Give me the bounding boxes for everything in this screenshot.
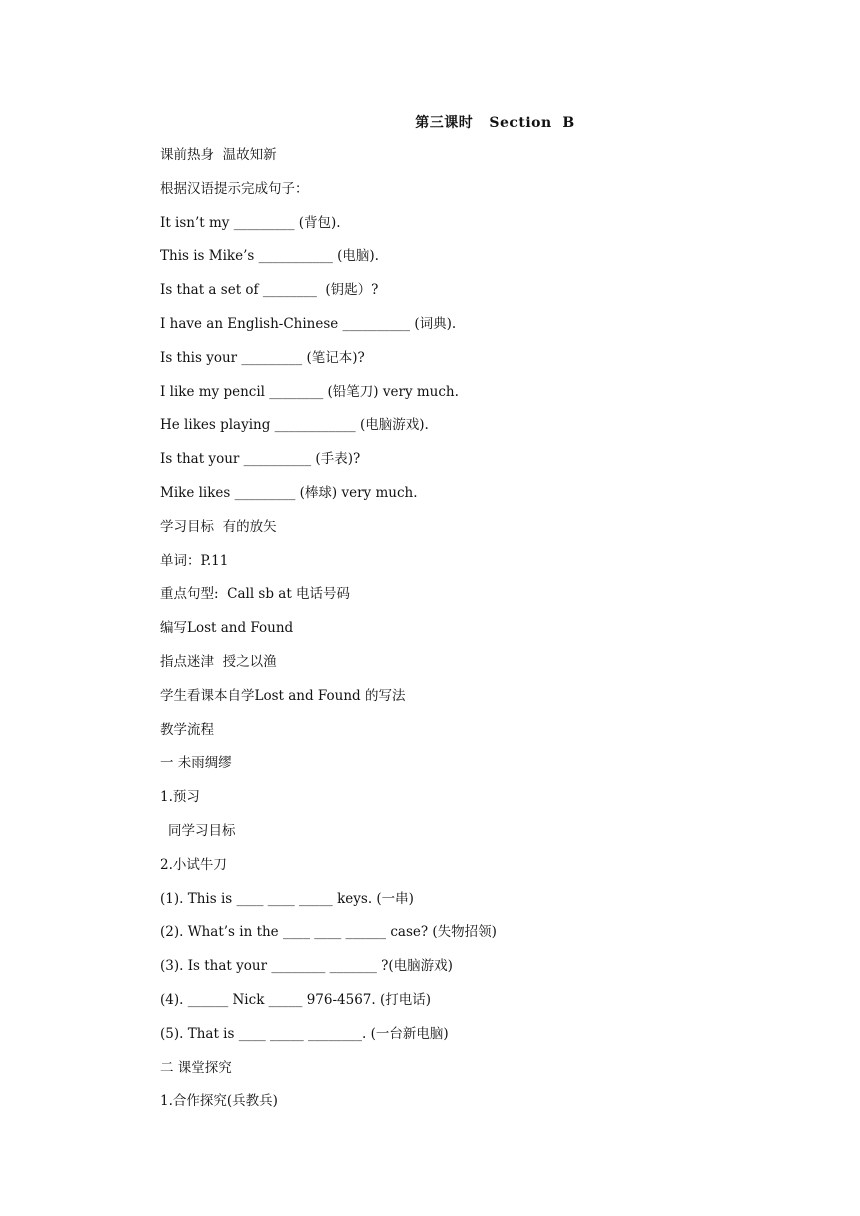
document-body: [160, 145, 800, 1125]
goal-line: 编写Lost and Found: [160, 620, 294, 637]
exercise-sentence: This is Mike’s ___________ (电脑).: [160, 248, 379, 265]
document-title: 第三课时 Section B: [415, 115, 575, 131]
subsection-item: 2.小试牛刀: [160, 856, 227, 873]
subsection-heading: 一 未雨绸缪: [160, 755, 232, 772]
exercise-sentence: He likes playing ____________ (电脑游戏).: [160, 417, 429, 434]
section-heading-process: 教学流程: [160, 721, 214, 738]
exercise-sentence: Is that your __________ (手表)?: [160, 451, 361, 468]
practice-item: (5). That is ____ _____ ________. (一台新电脑): [160, 1025, 449, 1042]
exercise-sentence: Is that a set of ________ (钥匙）?: [160, 282, 379, 299]
subsection-heading: 二 课堂探究: [160, 1059, 232, 1076]
instruction-line: 根据汉语提示完成句子：: [160, 180, 309, 197]
goal-line: 单词：P.11: [160, 552, 229, 569]
section-heading-guidance: 指点迷津 授之以渔: [160, 653, 277, 670]
practice-item: (2). What’s in the ____ ____ ______ case? (失物招领): [160, 924, 497, 941]
practice-item: (3). Is that your ________ _______ ?(电脑游戏): [160, 958, 453, 975]
exercise-sentence: It isn’t my _________ (背包).: [160, 214, 341, 231]
goal-line: 重点句型: Call sb at 电话号码: [160, 586, 351, 603]
exercise-sentence: I have an English-Chinese __________ (词典).: [160, 315, 457, 332]
practice-item: (1). This is ____ ____ _____ keys. (一串): [160, 890, 414, 907]
exercise-sentence: Is this your _________ (笔记本)?: [160, 349, 365, 366]
section-heading-warmup: 课前热身 温故知新: [160, 147, 277, 163]
subsection-item: 1.合作探究(兵教兵): [160, 1093, 278, 1110]
practice-item: (4). ______ Nick _____ 976-4567. (打电话): [160, 991, 432, 1008]
section-heading-goals: 学习目标 有的放矢: [160, 518, 277, 535]
guidance-line: 学生看课本自学Lost and Found 的写法: [160, 687, 406, 704]
subsection-item: 同学习目标: [168, 822, 236, 839]
subsection-item: 1.预习: [160, 789, 200, 806]
exercise-sentence: [160, 382, 800, 416]
exercise-sentence-text: I like my pencil ________ (铅笔刀) very much.: [160, 383, 459, 400]
exercise-sentence: Mike likes _________ (棒球) very much.: [160, 484, 418, 501]
